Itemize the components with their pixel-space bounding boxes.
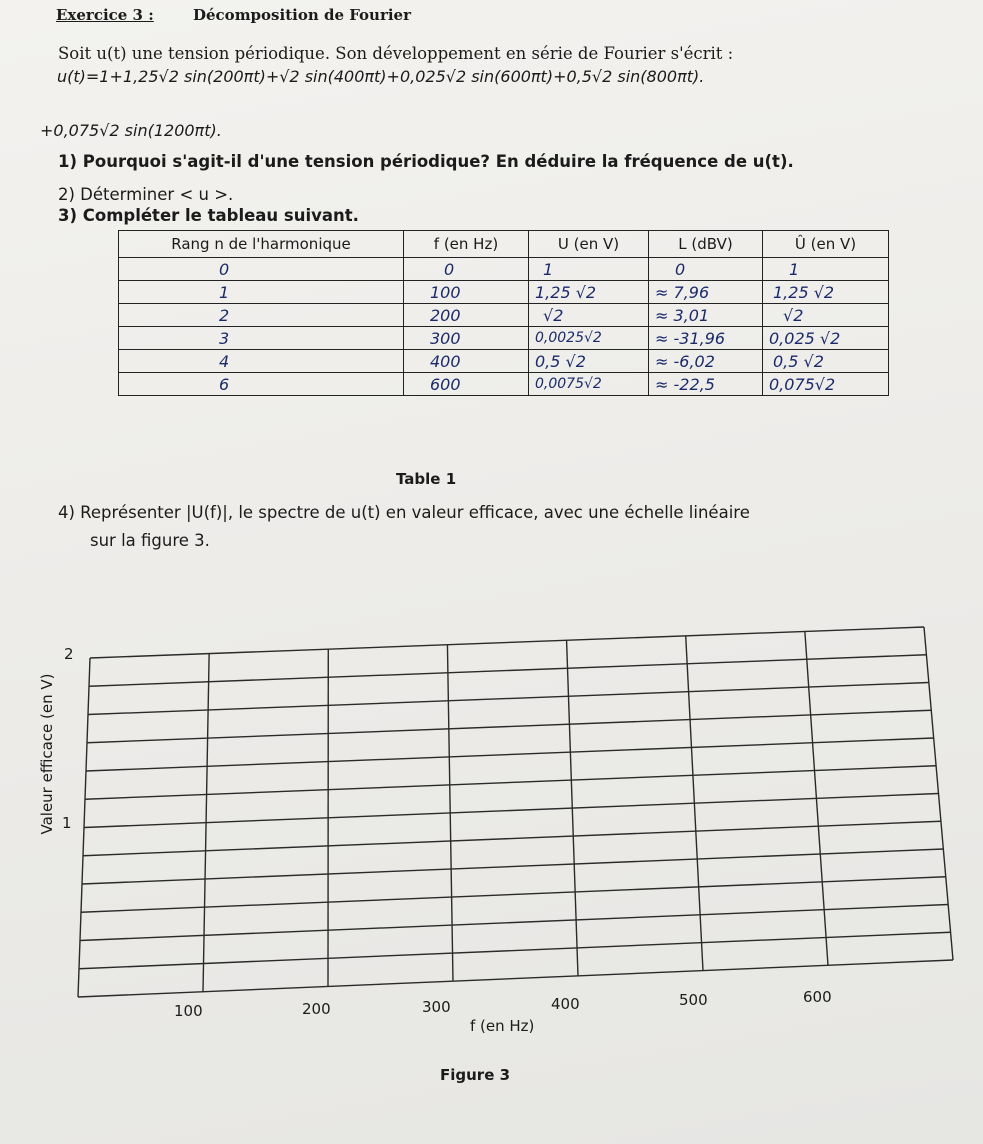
cell-rms[interactable]: 0,5 √2	[529, 350, 649, 373]
grid-row-line	[84, 794, 939, 828]
cell-rank[interactable]: 2	[119, 304, 404, 327]
y-axis-label: Valeur efficace (en V)	[38, 673, 56, 835]
cell-rank[interactable]: 6	[119, 373, 404, 396]
question-1: 1) Pourquoi s'agit-il d'une tension périodique? En déduire la fréquence de u(t).	[58, 152, 794, 171]
x-tick-200: 200	[302, 1000, 331, 1018]
grid-row-line	[79, 932, 951, 969]
grid-row-line	[85, 766, 936, 800]
header-peak-voltage: Û (en V)	[763, 231, 889, 258]
fourier-equation-line2: +0,075√2 sin(1200πt).	[40, 121, 222, 140]
header-level-dbv: L (dBV)	[649, 231, 763, 258]
cell-peak[interactable]: 1	[763, 258, 889, 281]
x-tick-300: 300	[422, 998, 451, 1016]
cell-peak[interactable]: 1,25 √2	[763, 281, 889, 304]
cell-rms[interactable]: 0,0025√2	[529, 327, 649, 350]
cell-frequency[interactable]: 200	[404, 304, 529, 327]
grid-row-line	[83, 821, 941, 856]
cell-rank[interactable]: 3	[119, 327, 404, 350]
cell-dbv[interactable]: ≈ 7,96	[649, 281, 763, 304]
cell-dbv[interactable]: ≈ -6,02	[649, 350, 763, 373]
question-4-continued: sur la figure 3.	[90, 531, 210, 550]
question-2: 2) Déterminer < u >.	[58, 185, 234, 204]
cell-peak[interactable]: 0,075√2	[763, 373, 889, 396]
x-axis-label: f (en Hz)	[470, 1017, 535, 1035]
x-tick-600: 600	[803, 988, 832, 1006]
cell-frequency[interactable]: 300	[404, 327, 529, 350]
header-rank: Rang n de l'harmonique	[119, 231, 404, 258]
grid-row-line	[82, 849, 943, 884]
grid-row-line	[86, 738, 934, 771]
cell-dbv[interactable]: ≈ -31,96	[649, 327, 763, 350]
question-3: 3) Compléter le tableau suivant.	[58, 206, 359, 225]
cell-rms[interactable]: 1,25 √2	[529, 281, 649, 304]
cell-peak[interactable]: √2	[763, 304, 889, 327]
cell-frequency[interactable]: 0	[404, 258, 529, 281]
cell-rms[interactable]: √2	[529, 304, 649, 327]
header-frequency: f (en Hz)	[404, 231, 529, 258]
header-rms-voltage: U (en V)	[529, 231, 649, 258]
cell-frequency[interactable]: 100	[404, 281, 529, 304]
cell-peak[interactable]: 0,5 √2	[763, 350, 889, 373]
cell-frequency[interactable]: 600	[404, 373, 529, 396]
grid-row-line	[87, 710, 931, 743]
y-tick-2: 2	[64, 645, 74, 663]
cell-dbv[interactable]: 0	[649, 258, 763, 281]
y-tick-1: 1	[62, 814, 72, 832]
exercise-number: Exercice 3 :	[56, 6, 154, 24]
grid-row-line	[80, 905, 948, 941]
cell-rank[interactable]: 4	[119, 350, 404, 373]
x-tick-400: 400	[551, 995, 580, 1013]
cell-dbv[interactable]: ≈ -22,5	[649, 373, 763, 396]
grid-row-line	[89, 655, 926, 687]
cell-rank[interactable]: 1	[119, 281, 404, 304]
cell-frequency[interactable]: 400	[404, 350, 529, 373]
grid-row-line	[88, 683, 929, 715]
x-tick-500: 500	[679, 991, 708, 1009]
cell-rms[interactable]: 1	[529, 258, 649, 281]
figure-caption: Figure 3	[440, 1066, 511, 1084]
grid-row-line	[81, 877, 946, 913]
x-tick-100: 100	[174, 1002, 203, 1020]
grid-row-line	[90, 627, 924, 658]
cell-rms[interactable]: 0,0075√2	[529, 373, 649, 396]
fourier-equation-line1: u(t)=1+1,25√2 sin(200πt)+√2 sin(400πt)+0,025√2 sin(600πt)+0,5√2 sin(800πt).	[57, 67, 705, 86]
cell-peak[interactable]: 0,025 √2	[763, 327, 889, 350]
cell-dbv[interactable]: ≈ 3,01	[649, 304, 763, 327]
table-caption: Table 1	[396, 470, 457, 488]
intro-text: Soit u(t) une tension périodique. Son développement en série de Fourier s'écrit :	[58, 44, 734, 63]
exercise-subject: Décomposition de Fourier	[193, 6, 411, 24]
cell-rank[interactable]: 0	[119, 258, 404, 281]
question-4: 4) Représenter |U(f)|, le spectre de u(t) en valeur efficace, avec une échelle linéaire	[58, 503, 750, 522]
